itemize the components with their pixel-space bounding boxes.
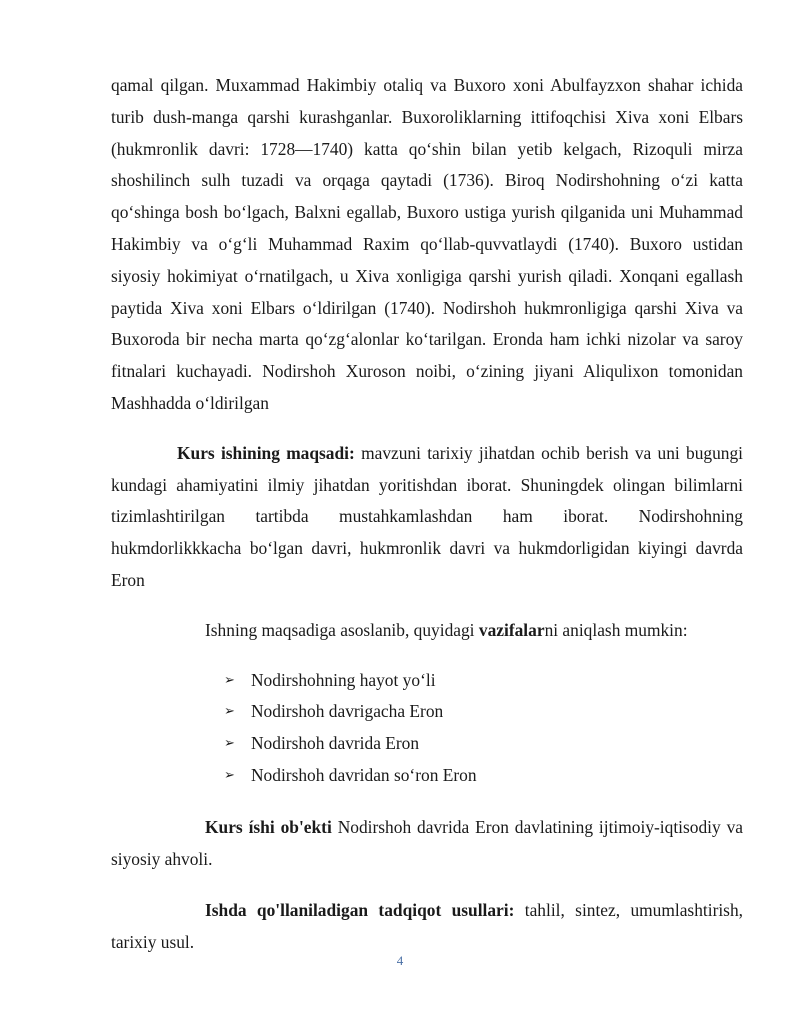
arrow-bullet-icon: ➢ [224, 736, 235, 752]
document-page [111, 70, 743, 959]
list-item-text: Nodirshohning hayot yo‘li [251, 669, 436, 690]
arrow-bullet-icon: ➢ [224, 767, 235, 783]
object-paragraph [111, 812, 743, 876]
arrow-bullet-icon: ➢ [224, 672, 235, 688]
list-item [224, 696, 743, 728]
list-item [224, 665, 743, 697]
tasks-intro-before: Ishning maqsadiga asoslanib, quyidagi [205, 619, 479, 640]
methods-paragraph [111, 895, 743, 959]
tasks-list [111, 665, 743, 792]
tasks-intro-after: ni aniqlash mumkin: [544, 619, 688, 640]
list-item-text: Nodirshoh davrigacha Eron [251, 701, 444, 722]
goal-label: Kurs ishining maqsadi: [177, 442, 355, 463]
object-label: Kurs íshi ob'ekti [205, 816, 332, 837]
intro-paragraph: qamal qilgan. Muxammad Hakimbiy otaliq va Buxoro xoni Abulfayzxon shahar ichida turib dush-manga qarshi kurashganlar. Buxoroliklarning ittifoqchisi Xiva xoni Elbars (hukmronlik davri: 1728—1740) katta qo‘shin bilan yetib kelgach, Rizoquli mirza shoshilinch sulh tuzadi va orqaga qaytadi (1736). Biroq Nodirshohning o‘zi katta qo‘shinga bosh bo‘lgach, Balxni egallab, Buxoro ustiga yurish qilganida uni Muhammad Hakimbiy va o‘g‘li Muhammad Raxim qo‘llab-quvvatlaydi (1740). Buxoro ustidan siyosiy hokimiyat o‘rnatilgach, u Xiva xonligiga qarshi yurish qiladi. Xonqani egallash paytida Xiva xoni Elbars o‘ldirilgan (1740). Nodirshoh hukmronligiga qarshi Xiva va Buxoroda bir necha marta qo‘zg‘alonlar ko‘tarilgan. Eronda ham ichki nizolar va saroy fitnalari kuchayadi. Nodirshoh Xuroson noibi, o‘zining jiyani Aliqulixon tomonidan Mashhadda o‘ldirilgan [111, 75, 743, 413]
list-item-text: Nodirshoh davridan so‘ron Eron [251, 764, 477, 785]
list-item [224, 728, 743, 760]
page-number: 4 [396, 953, 404, 968]
arrow-bullet-icon: ➢ [224, 704, 235, 720]
goal-text: mavzuni tarixiy jihatdan ochib berish va uni bugungi kundagi ahamiyatini ilmiy jihatdan yoritishdan iborat. Shuningdek olingan bilimlarni tizimlashtirilgan tartibda mustahkamlashdan ham iborat. Nodirshohning hukmdorlikkkacha bo‘lgan davri, hukmronlik davri va hukmdorligidan kiyingi davrda Eron [111, 442, 744, 590]
methods-label: Ishda qo'llaniladigan tadqiqot usullari: [205, 900, 515, 921]
tasks-intro [111, 615, 743, 647]
list-item [224, 760, 743, 792]
list-item-text: Nodirshoh davrida Eron [251, 733, 420, 754]
goal-paragraph [111, 438, 743, 597]
object-text: Nodirshoh davrida Eron davlatining ijtimoiy-iqtisodiy va siyosiy ahvoli. [111, 816, 743, 869]
methods-text: tahlil, sintez, umumlashtirish, tarixiy usul. [111, 900, 743, 953]
tasks-intro-bold: vazifalar [478, 619, 545, 640]
